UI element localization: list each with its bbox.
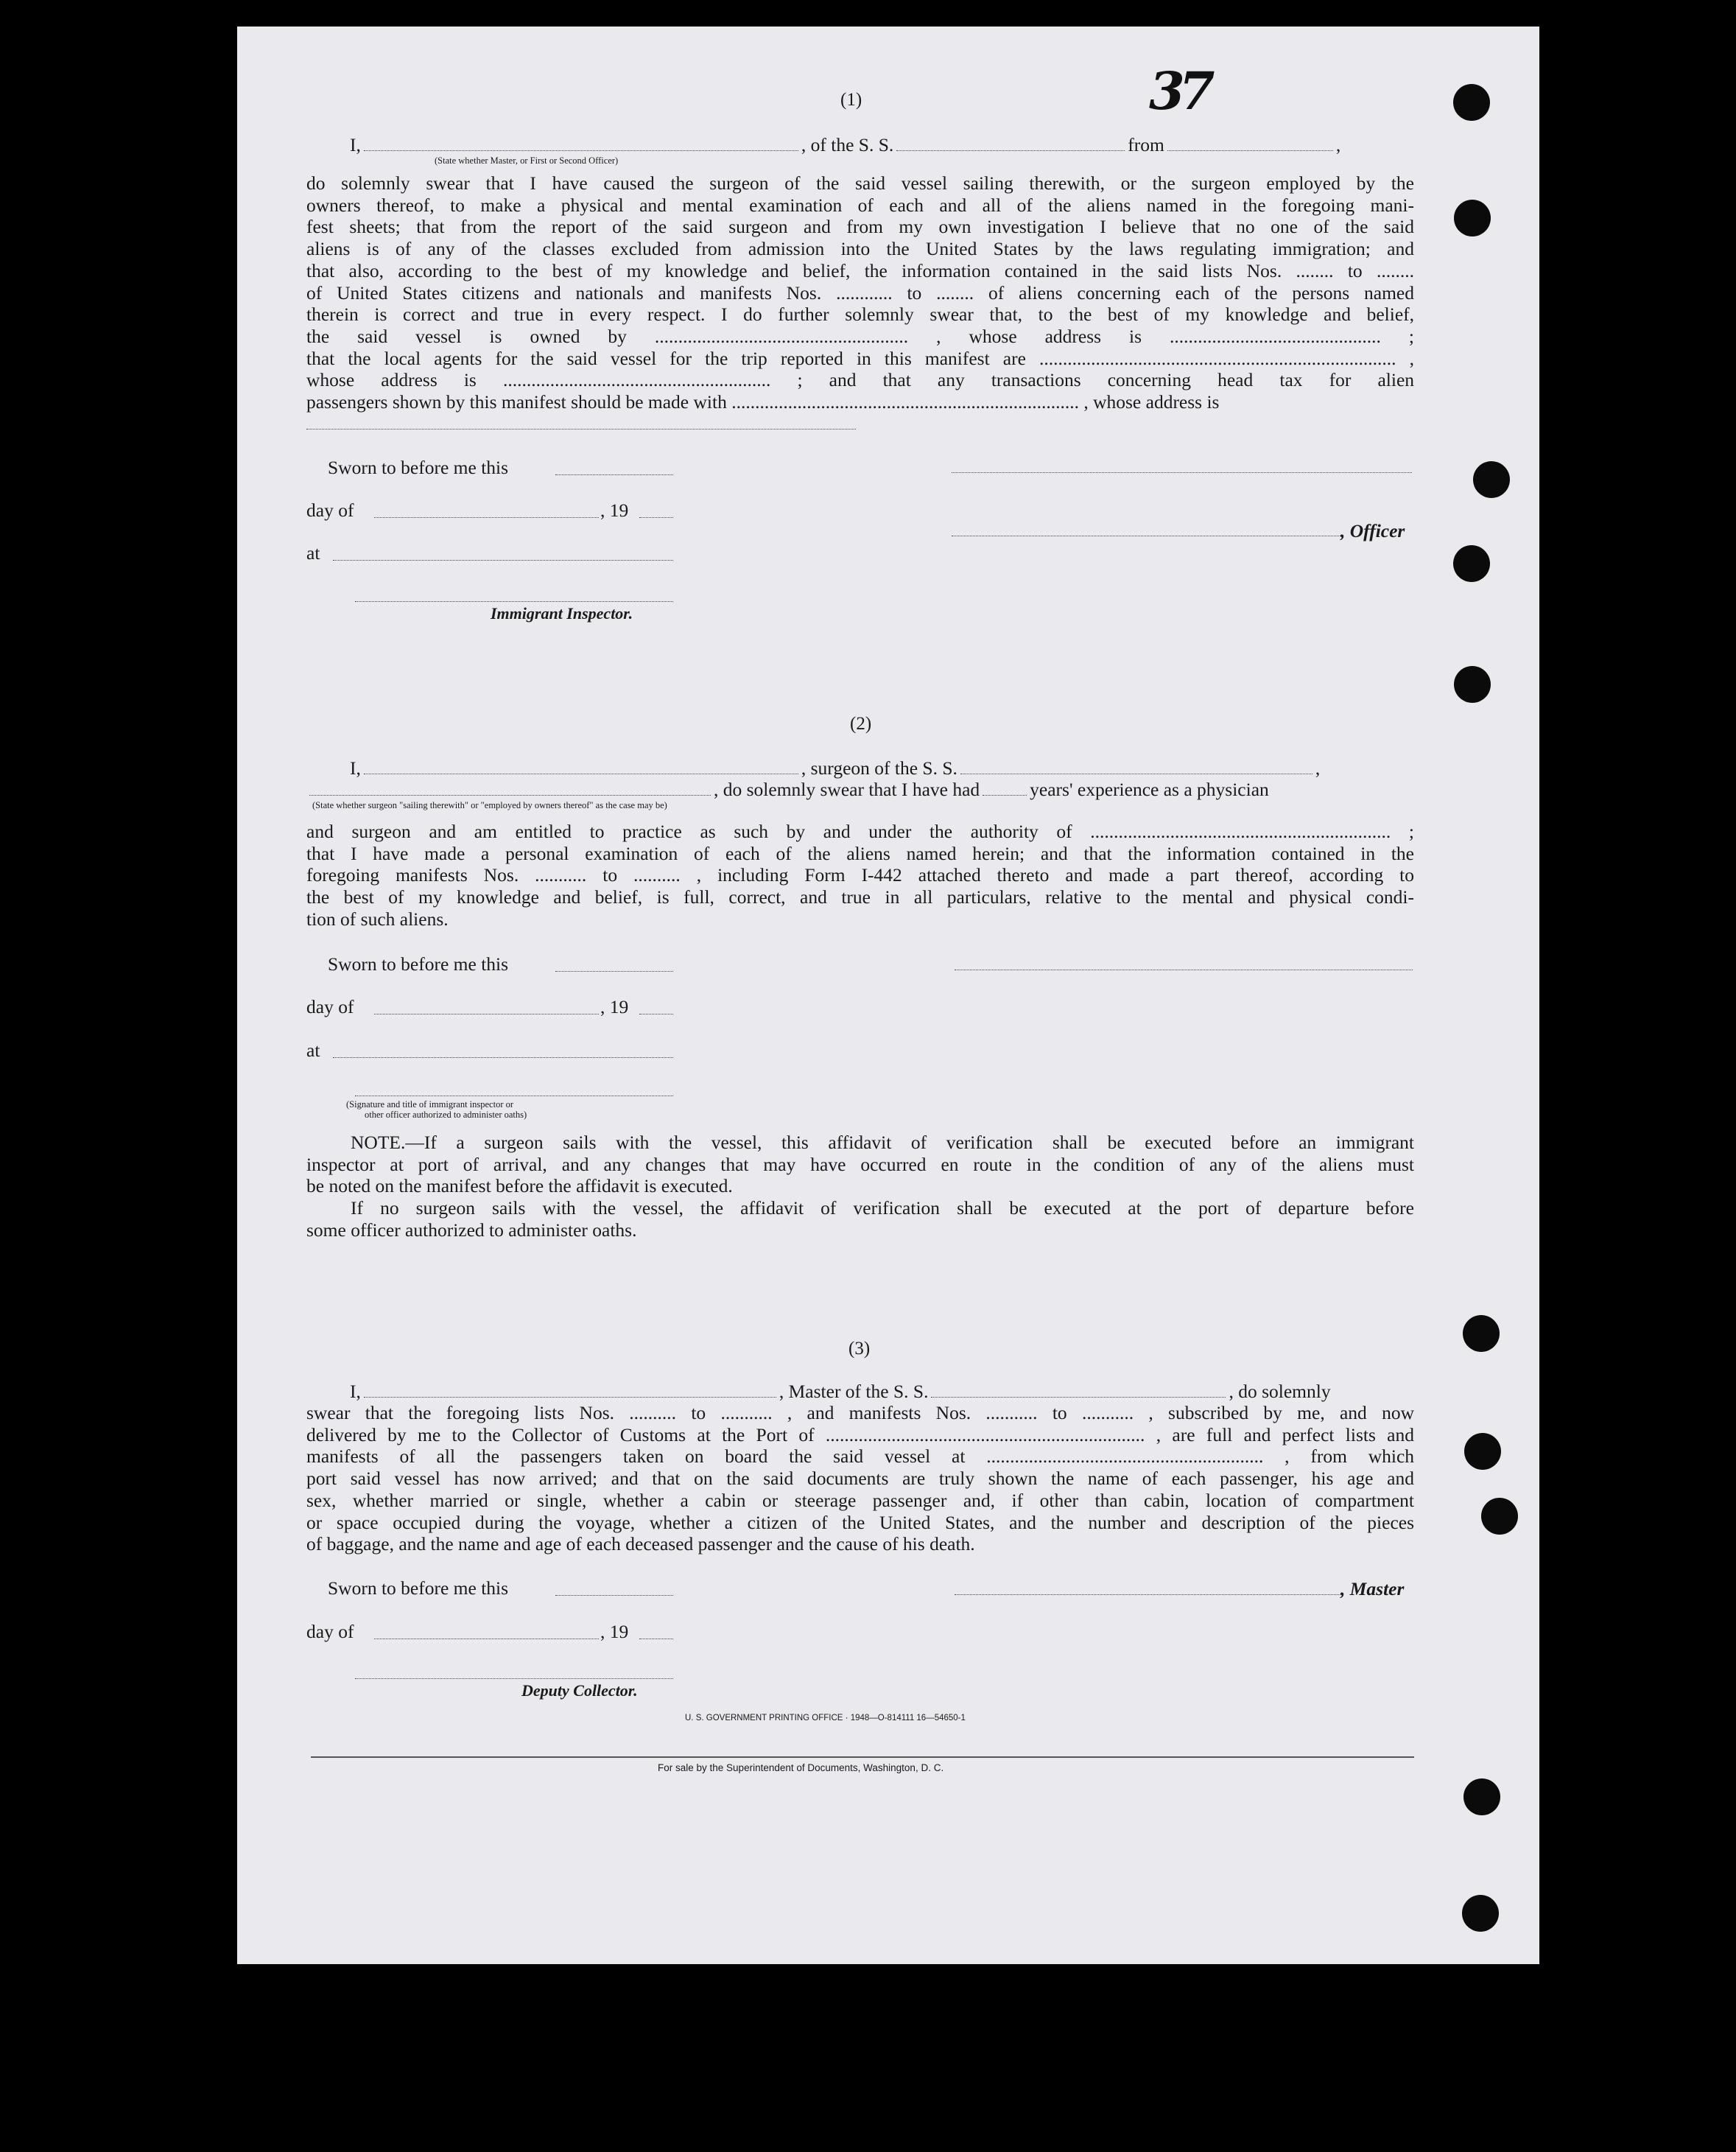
s1-sworn: Sworn to before me this <box>328 457 509 478</box>
s2-body: and surgeon and am entitled to practice as such by and under the authority of ................................................................ ; that I have made a personal examination of each of the aliens named herein; and that the information contained in the foregoing manifests Nos. ........... to .......... , including Form I-442 attached thereto and made a part thereof, according to the best of my knowledge and belief, is full, correct, and true in all particulars, relative to the mental and physical condi- tion of such aliens. <box>306 821 1415 930</box>
s2-surgeon-caption: (State whether surgeon "sailing therewith" or "employed by owners thereof" as the case may be) <box>312 800 667 810</box>
s2-line-1: I, , surgeon of the S. S. , <box>350 757 1321 779</box>
punch-hole <box>1453 545 1490 582</box>
s1-at: at <box>306 542 320 564</box>
s3-body: swear that the foregoing lists Nos. .......... to ........... , and manifests Nos. ........... to ........... , subscribed by me, and now delivered by me to the Collector of Customs at the Port of .................................................................... , are full and perfect lists and manifests of all the passengers taken on board the said vessel at ........................................................... , from which port said vessel has now arrived; and that on the said documents are truly shown the name of each passenger, his age and sex, whether married or single, whether a cabin or steerage passenger and, if other than cabin, location of compartment or space occupied during the voyage, whether a citizen of the United States, and the number and description of the pieces of baggage, and the name and age of each deceased passenger and the cause of his death. <box>306 1402 1415 1555</box>
punch-hole <box>1473 461 1510 498</box>
s2-note: NOTE.—If a surgeon sails with the vessel, this affidavit of verification shall be executed before an immigrant inspector at port of arrival, and any changes that may have occurred en route in the condition of any of the aliens must be noted on the manifest before the affidavit is executed. If no surgeon sails with the vessel, the affidavit of verification shall be executed at the port of departure before some officer authorized to administer oaths. <box>306 1132 1414 1241</box>
s3-year-line <box>639 1638 673 1639</box>
s1-address-line <box>306 429 856 430</box>
s1-signature-line <box>952 472 1412 473</box>
s3-day: day of <box>306 1621 354 1642</box>
s3-deputy-line <box>355 1678 673 1679</box>
s2-sig-caption-1: (Signature and title of immigrant inspector or <box>346 1099 514 1110</box>
s2-at-line <box>333 1057 673 1058</box>
punch-hole <box>1462 1895 1499 1932</box>
punch-hole <box>1463 1778 1500 1815</box>
punch-hole <box>1481 1498 1518 1535</box>
gpo-imprint: U. S. GOVERNMENT PRINTING OFFICE · 1948—O-814111 16—54650-1 <box>685 1714 966 1722</box>
section-number: (1) <box>840 90 862 110</box>
s2-sig-caption-2: other officer authorized to administer oaths) <box>365 1110 527 1120</box>
s1-officer-caption: (State whether Master, or First or Second Officer) <box>435 155 619 166</box>
s2-year: , 19 <box>600 996 629 1017</box>
s2-day: day of <box>306 996 354 1017</box>
punch-hole <box>1454 666 1491 703</box>
s2-sworn: Sworn to before me this <box>328 953 509 975</box>
s1-day-line <box>374 517 599 518</box>
section-number: (2) <box>850 714 872 734</box>
s1-year-line <box>639 517 673 518</box>
punch-hole <box>1454 200 1491 236</box>
s1-day: day of <box>306 500 354 521</box>
s3-line-1: I, , Master of the S. S. , do solemnly <box>350 1381 1331 1402</box>
handwritten-page-number: 37 <box>1149 60 1209 122</box>
s1-body: do solemnly swear that I have caused the surgeon of the said vessel sailing therewith, or the surgeon employed by the owners thereof, to make a physical and mental examination of each and all of the aliens named in the foregoing mani- fest sheets; that from the report of the said surgeon and from my own investigation I believe that no one of the said aliens is of any of the classes excluded from admission into the United States by the laws regulating immigration; and that also, according to the best of my knowledge and belief, the information contained in the said lists Nos. ........ to ........ of United States citizens and nationals and manifests Nos. ............ to ........ of aliens concerning each of the persons named therein is correct and true in every respect. I do further solemnly swear that, to the best of my knowledge and belief, the said vessel is owned by ...................................................... , whose address is ............................................. ; that the local agents for the said vessel for the trip reported in this manifest are ............................................................................ , whose address is ......................................................... ; and that any transactions concerning head tax for alien passengers shown by this manifest should be made with .......................................................................... , whose address is <box>306 172 1415 413</box>
punch-hole <box>1464 1433 1501 1470</box>
s1-line-1: I, , of the S. S. from , <box>350 134 1341 155</box>
s1-inspector-label: Immigrant Inspector. <box>491 604 633 623</box>
footer-rule <box>311 1756 1414 1758</box>
section-number: (3) <box>848 1339 871 1359</box>
s2-line-2: , do solemnly swear that I have had years' experience as a physician <box>306 779 1269 801</box>
s3-deputy-label: Deputy Collector. <box>521 1681 638 1700</box>
s2-at: at <box>306 1040 320 1061</box>
s1-officer-label: , Officer <box>1340 520 1405 541</box>
sale-notice: For sale by the Superintendent of Documents, Washington, D. C. <box>658 1762 944 1773</box>
s2-sworn-line <box>555 971 673 972</box>
s3-sworn-line <box>555 1595 673 1596</box>
s3-sworn: Sworn to before me this <box>328 1577 509 1599</box>
s3-day-line <box>374 1638 599 1639</box>
s1-at-line <box>333 560 673 561</box>
s1-inspector-line <box>355 601 673 602</box>
s3-master-label: , Master <box>1340 1578 1405 1599</box>
s1-year: , 19 <box>600 500 629 521</box>
punch-hole <box>1463 1315 1500 1352</box>
s1-sworn-line <box>555 474 673 475</box>
punch-hole <box>1453 84 1490 121</box>
s3-master-line <box>955 1594 1340 1595</box>
s3-year: , 19 <box>600 1621 629 1642</box>
s1-i: I, <box>350 134 361 155</box>
